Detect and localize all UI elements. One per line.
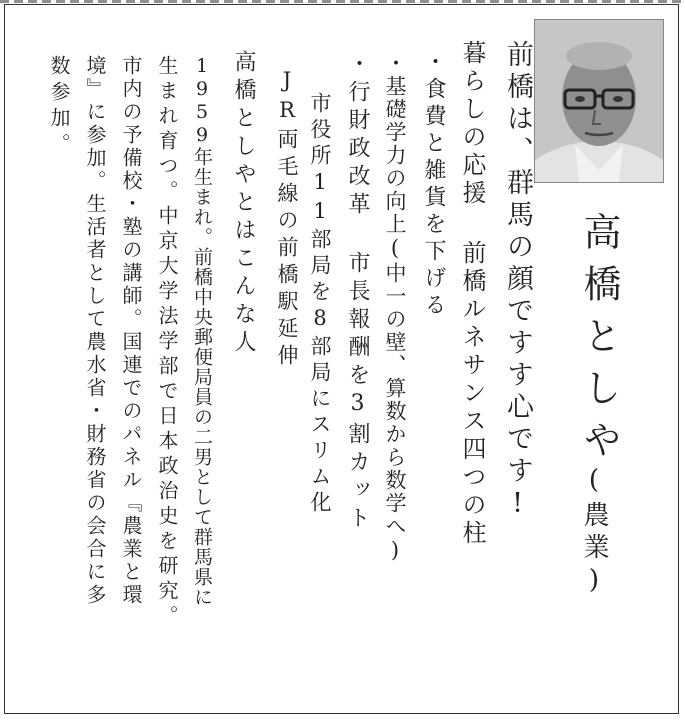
policy-title: 暮らしの応援 前橋ルネサンス四つの柱 <box>458 40 486 548</box>
policy-item-3: ・行財政改革 市長報酬を3割カット <box>345 52 370 534</box>
portrait-image <box>535 20 663 182</box>
candidate-party: (農業) <box>579 465 609 601</box>
candidate-photo <box>534 19 664 183</box>
policy-item-1: ・食費と雑貨を下げる <box>421 50 446 320</box>
slogan: 前橋は、群馬の顔ですす心です! <box>502 40 533 524</box>
profile-line-2: 生まれ育つ。中京大学法学部で日本政治史を研究。 <box>155 55 179 630</box>
profile-line-4: 境』に参加。生活者として農水省・財務省の会合に多 <box>83 55 107 607</box>
profile-line-1: 1959年生まれ。前橋中央郵便局員の二男として群馬県に <box>191 55 213 607</box>
policy-item-4: 市役所11部局を8部局にスリム化 <box>308 92 332 517</box>
profile-line-3: 市内の予備校・塾の講師。国連でのパネル『農業と環 <box>119 55 143 607</box>
policy-item-5: JR両毛線の前橋駅延伸 <box>275 68 299 371</box>
top-edge <box>0 0 685 3</box>
candidate-name: 高橋としや <box>577 212 621 472</box>
profile-line-5: 数参加。 <box>47 55 71 159</box>
policy-item-2: ・基礎学力の向上(中一の壁、算数から数学へ) <box>383 52 407 564</box>
profile-title: 高橋としやとはこんな人 <box>231 50 256 358</box>
